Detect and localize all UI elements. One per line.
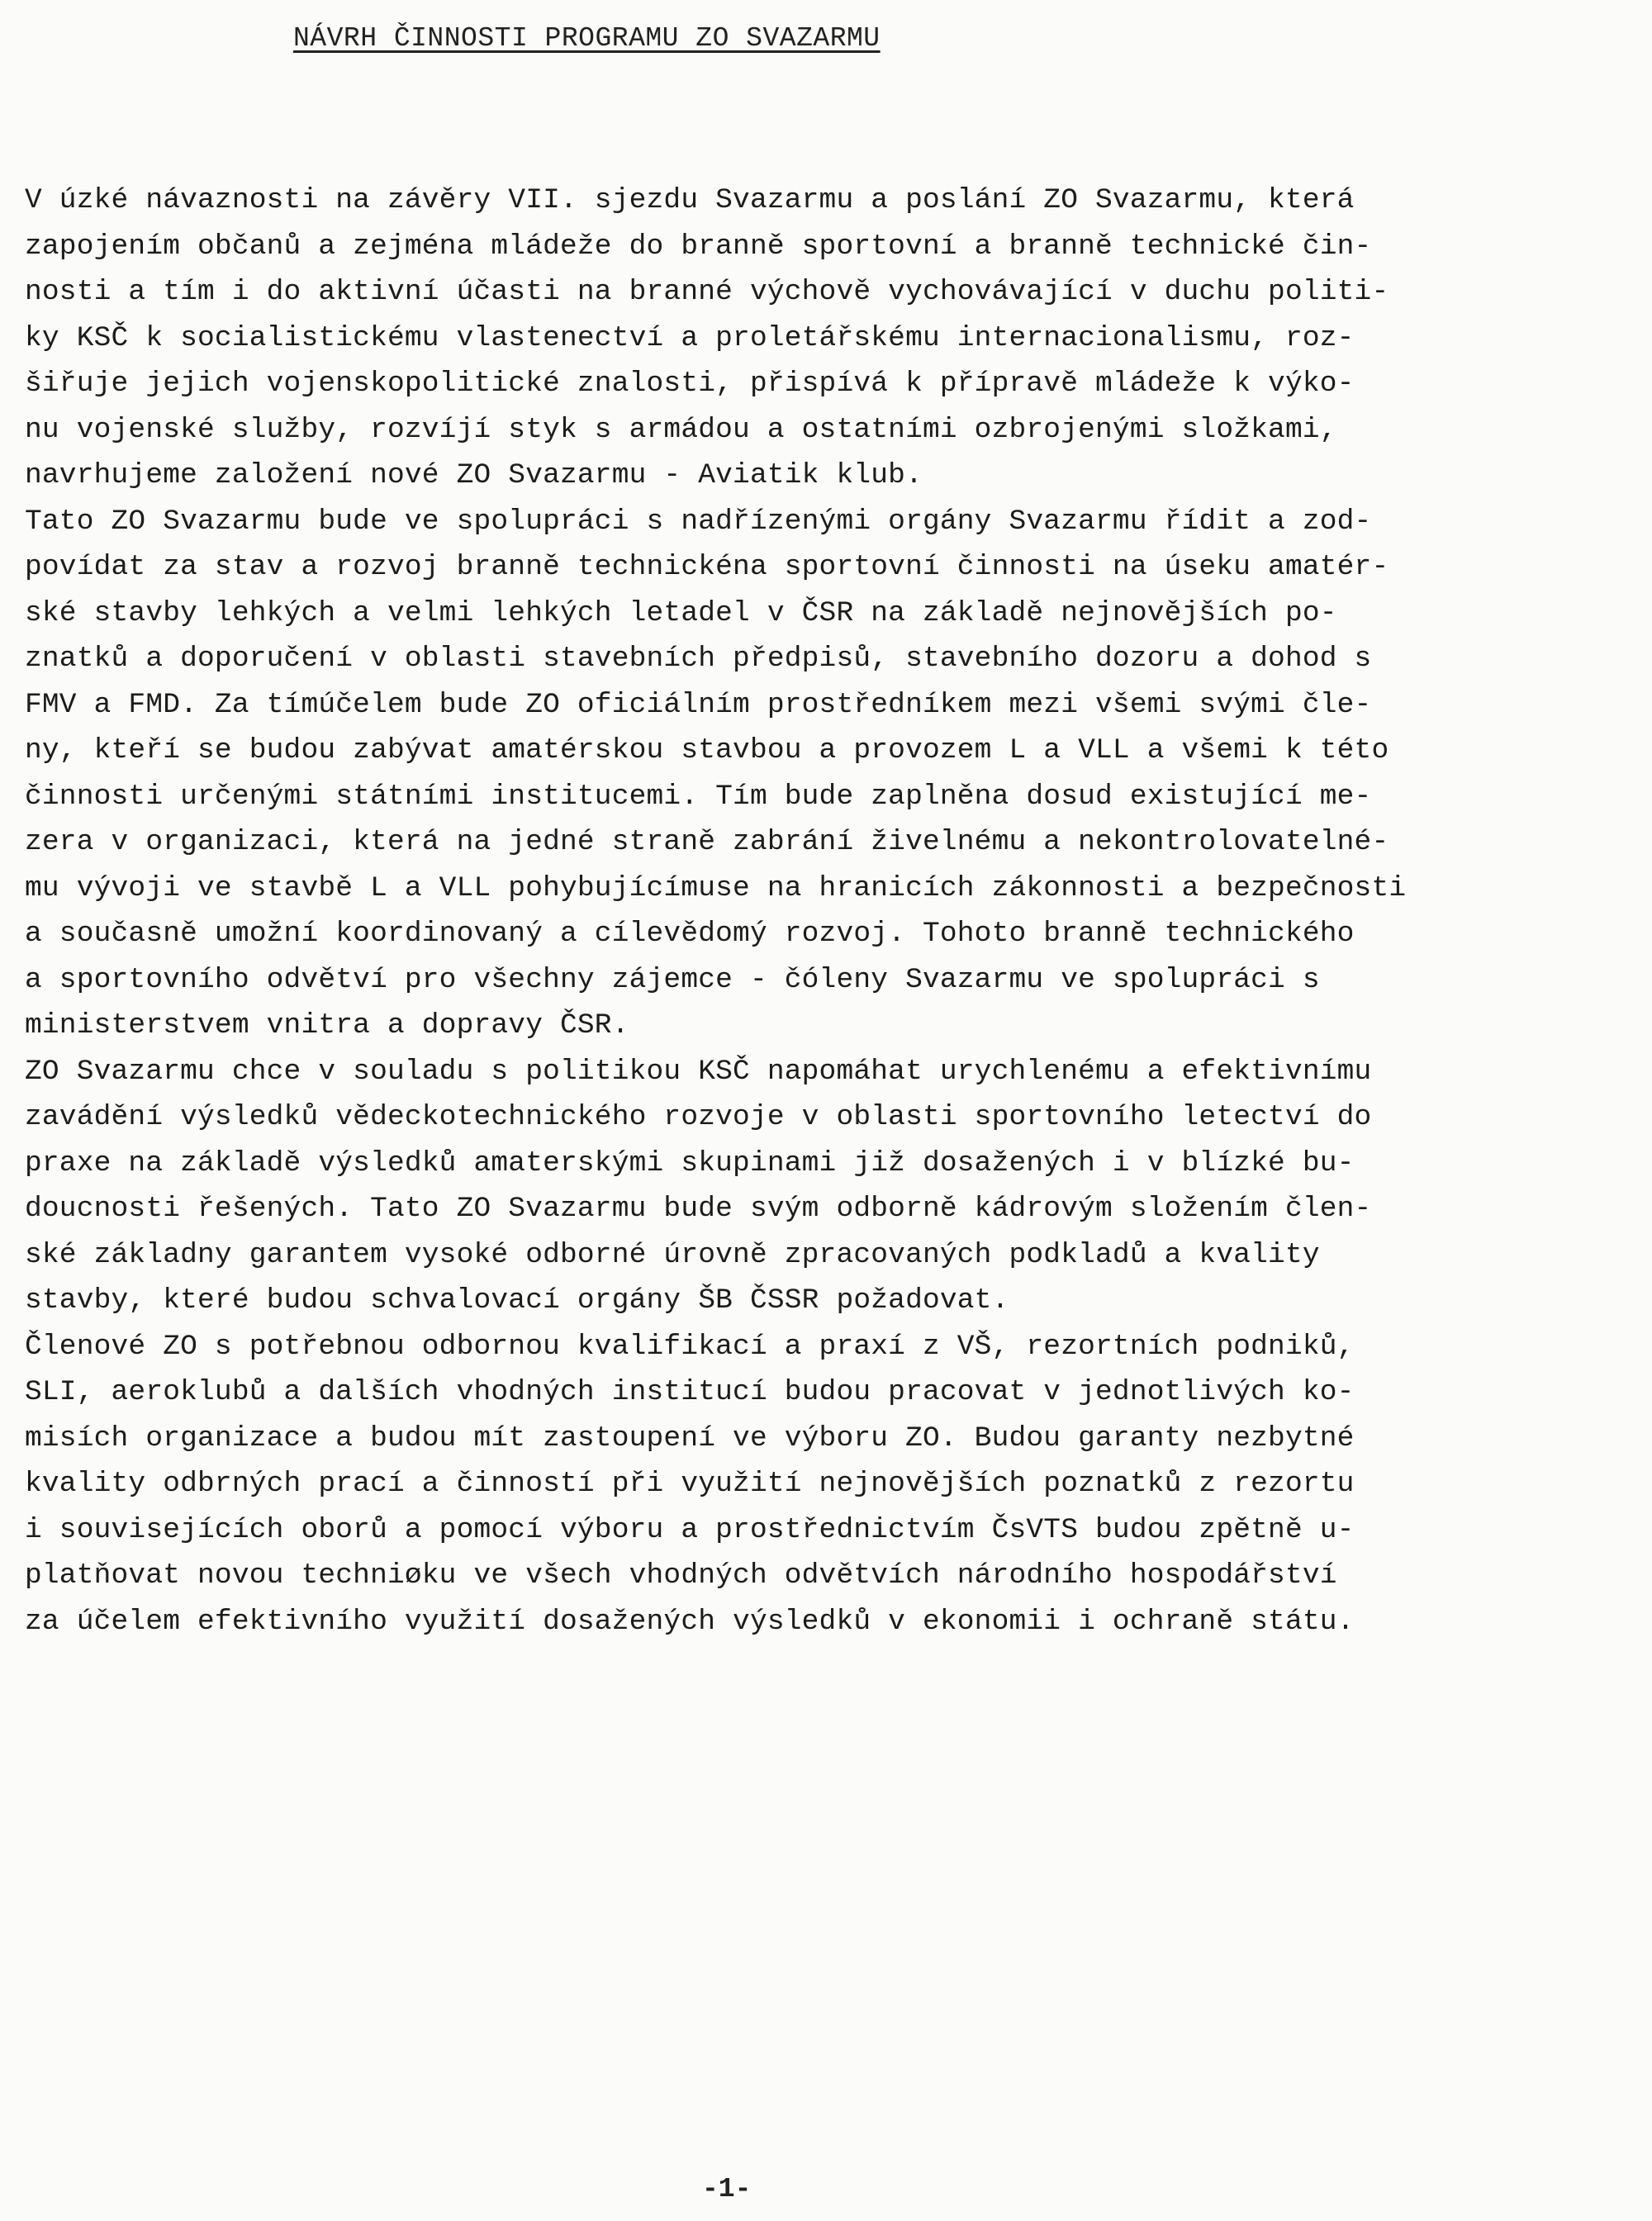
text-line: ny, kteří se budou zabývat amatérskou stavbou a provozem L a VLL a všemi k této xyxy=(25,734,1389,766)
body-text xyxy=(25,178,1635,1644)
text-line: zera v organizaci, která na jedné straně zabrání živelnému a nekontrolovatelné- xyxy=(25,826,1389,858)
text-line: a sportovního odvětví pro všechny zájemce - čóleny Svazarmu ve spolupráci s xyxy=(25,963,1320,996)
text-line: stavby, které budou schvalovací orgány ŠB ČSSR požadovat. xyxy=(25,1284,1009,1317)
text-line: ské stavby lehkých a velmi lehkých letadel v ČSR na základě nejnovějších po- xyxy=(25,596,1337,629)
text-line: ministerstvem vnitra a dopravy ČSR. xyxy=(25,1009,629,1042)
text-line: i souvisejících oborů a pomocí výboru a prostřednictvím ČsVTS budou zpětně u- xyxy=(25,1513,1355,1546)
text-line: V úzké návaznosti na závěry VII. sjezdu Svazarmu a poslání ZO Svazarmu, která xyxy=(25,184,1355,216)
text-line: ZO Svazarmu chce v souladu s politikou KSČ napomáhat urychlenému a efektivnímu xyxy=(25,1055,1372,1088)
text-line: zavádění výsledků vědeckotechnického rozvoje v oblasti sportovního letectví do xyxy=(25,1101,1372,1133)
text-line: nosti a tím i do aktivní účasti na branné výchově vychovávající v duchu politi- xyxy=(25,276,1389,308)
text-line: šiřuje jejich vojenskopolitické znalosti, přispívá k přípravě mládeže k výko- xyxy=(25,368,1355,400)
text-line: Členové ZO s potřebnou odbornou kvalifikací a praxí z VŠ, rezortních podniků, xyxy=(25,1330,1355,1363)
text-line: zapojením občanů a zejména mládeže do branně sportovní a branně technické čin- xyxy=(25,230,1372,263)
text-line: ské základny garantem vysoké odborné úrovně zpracovaných podkladů a kvality xyxy=(25,1238,1320,1271)
text-line: navrhujeme založení nové ZO Svazarmu - Aviatik klub. xyxy=(25,459,923,491)
text-line: povídat za stav a rozvoj branně technickéna sportovní činnosti na úseku amatér- xyxy=(25,551,1389,583)
text-line: kvality odbrných prací a činností při využití nejnovějších poznatků z rezortu xyxy=(25,1468,1355,1500)
text-line: za účelem efektivního využití dosažených výsledků v ekonomii i ochraně státu. xyxy=(25,1605,1355,1638)
text-line: mu vývoji ve stavbě L a VLL pohybujícímuse na hranicích zákonnosti a bezpečnosti xyxy=(25,871,1407,904)
text-line: ky KSČ k socialistickému vlastenectví a proletářskému internacionalismu, roz- xyxy=(25,321,1355,354)
text-line: nu vojenské služby, rozvíjí styk s armádou a ostatními ozbrojenými složkami, xyxy=(25,413,1337,446)
document-title: NÁVRH ČINNOSTI PROGRAMU ZO SVAZARMU xyxy=(293,23,881,54)
text-line: doucnosti řešených. Tato ZO Svazarmu bude svým odborně kádrovým složením člen- xyxy=(25,1193,1372,1225)
text-line: činnosti určenými státními institucemi. Tím bude zaplněna dosud existující me- xyxy=(25,780,1372,813)
text-line: znatků a doporučení v oblasti stavebních předpisů, stavebního dozoru a dohod s xyxy=(25,643,1372,675)
text-line: FMV a FMD. Za tímúčelem bude ZO oficiálním prostředníkem mezi všemi svými čle- xyxy=(25,688,1372,721)
page-number: -1- xyxy=(702,2174,752,2204)
text-line: a současně umožní koordinovaný a cílevědomý rozvoj. Tohoto branně technického xyxy=(25,918,1355,950)
text-line: Tato ZO Svazarmu bude ve spolupráci s nadřízenými orgány Svazarmu řídit a zod- xyxy=(25,505,1372,538)
text-line: praxe na základě výsledků amaterskými skupinami již dosažených i v blízké bu- xyxy=(25,1146,1355,1179)
text-line: misích organizace a budou mít zastoupení ve výboru ZO. Budou garanty nezbytné xyxy=(25,1421,1355,1455)
text-line: SLI, aeroklubů a dalších vhodných institucí budou pracovat v jednotlivých ko- xyxy=(25,1376,1355,1408)
text-line: platňovat novou techniøku ve všech vhodných odvětvích národního hospodářství xyxy=(25,1559,1337,1592)
